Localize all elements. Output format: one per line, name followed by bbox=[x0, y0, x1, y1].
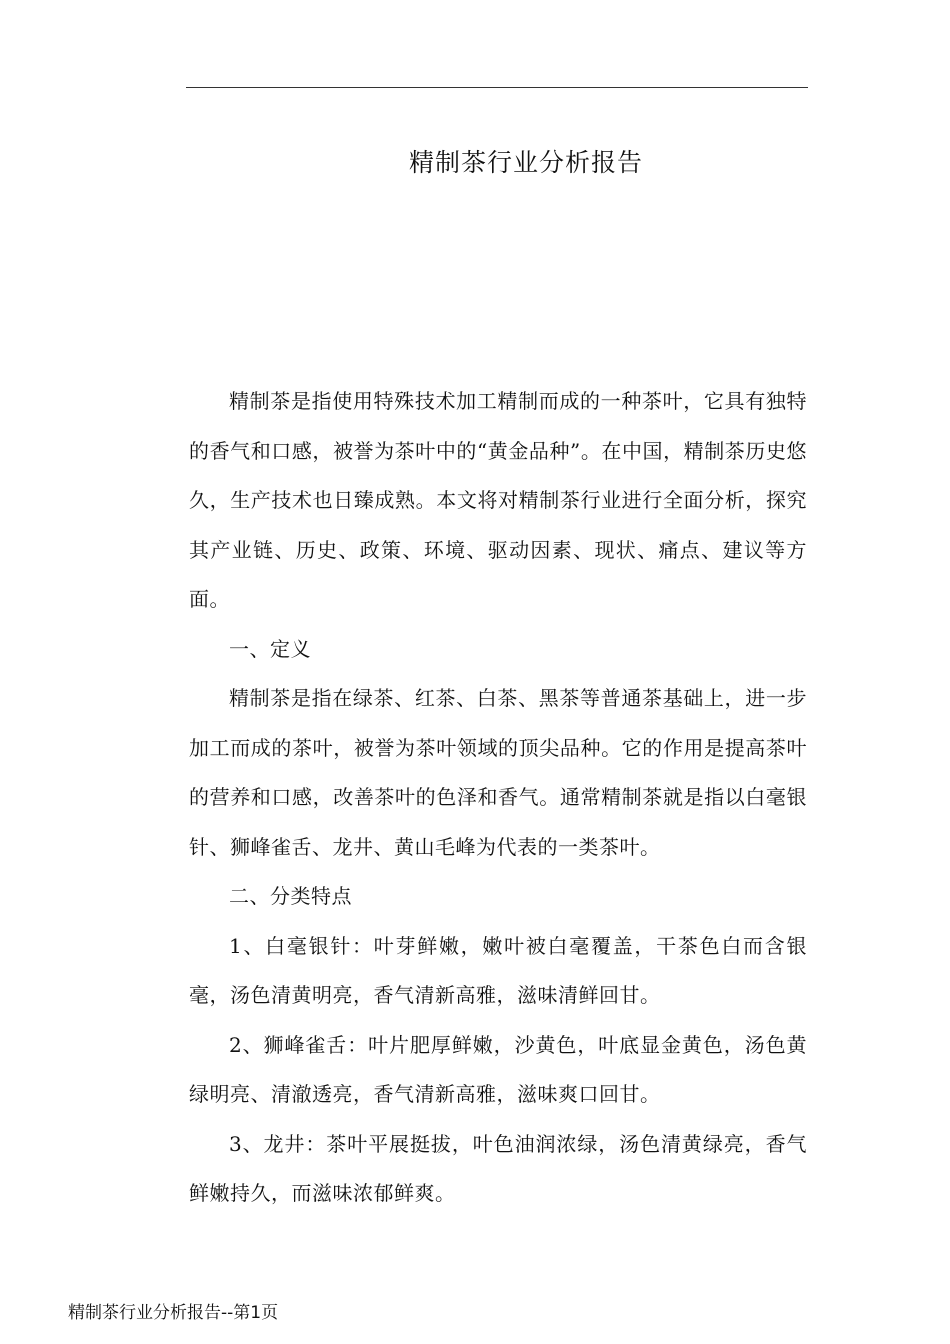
section-heading-definition: 一、定义 bbox=[229, 636, 311, 661]
section-heading-classification: 二、分类特点 bbox=[229, 884, 352, 908]
document-body bbox=[189, 377, 807, 1219]
list-item-shifeng-queshe: 2、狮峰雀舌：叶片肥厚鲜嫩，沙黄色，叶底显金黄色，汤色黄绿明亮、清澈透亮，香气清新高雅，滋味爽口回甘。 bbox=[189, 1032, 807, 1106]
document-title: 精制茶行业分析报告 bbox=[408, 148, 643, 177]
paragraph-definition: 精制茶是指在绿茶、红茶、白茶、黑茶等普通茶基础上，进一步加工而成的茶叶，被誉为茶叶领域的顶尖品种。它的作用是提高茶叶的营养和口感，改善茶叶的色泽和香气。通常精制茶就是指以白毫银针、狮峰雀舌、龙井、黄山毛峰为代表的一类茶叶。 bbox=[189, 686, 807, 859]
list-item-longjing: 3、龙井：茶叶平展挺拔，叶色油润浓绿，汤色清黄绿亮，香气鲜嫩持久，而滋味浓郁鲜爽。 bbox=[189, 1131, 807, 1205]
page-footer: 精制茶行业分析报告--第1页 bbox=[68, 1303, 279, 1323]
header-rule bbox=[186, 87, 808, 88]
list-item-baihao-yinzhen: 1、白毫银针：叶芽鲜嫩，嫩叶被白毫覆盖，干茶色白而含银毫，汤色清黄明亮，香气清新高雅，滋味清鲜回甘。 bbox=[189, 933, 807, 1007]
paragraph-intro: 精制茶是指使用特殊技术加工精制而成的一种茶叶，它具有独特的香气和口感，被誉为茶叶中的“黄金品种”。在中国，精制茶历史悠久，生产技术也日臻成熟。本文将对精制茶行业进行全面分析，探究其产业链、历史、政策、环境、驱动因素、现状、痛点、建议等方面。 bbox=[189, 389, 807, 611]
